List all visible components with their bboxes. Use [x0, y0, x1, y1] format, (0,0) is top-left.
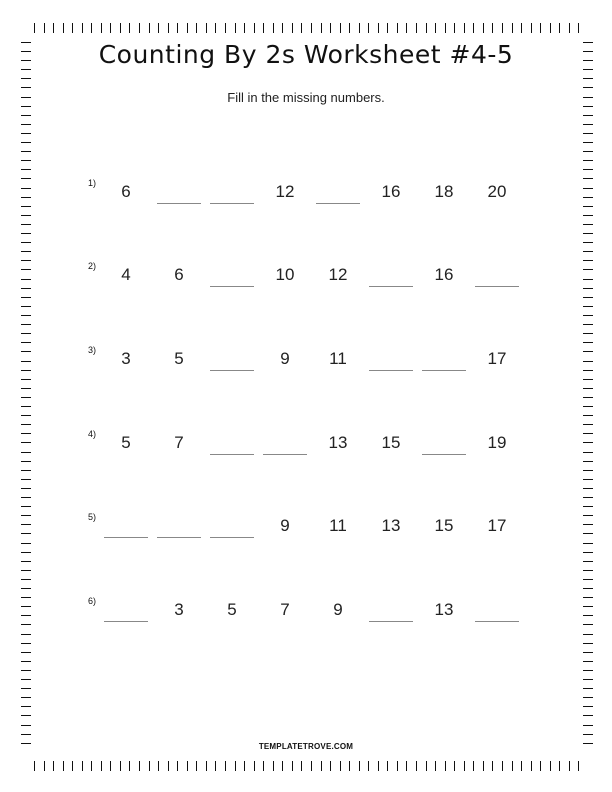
sequence-number: 3 — [121, 349, 131, 368]
border-tick — [583, 342, 593, 343]
sequence-number: 4 — [121, 265, 131, 284]
border-tick — [21, 688, 31, 689]
border-tick — [63, 23, 64, 33]
border-tick — [34, 761, 35, 771]
border-tick — [120, 23, 121, 33]
border-tick — [53, 23, 54, 33]
border-tick — [435, 23, 436, 33]
border-tick — [583, 415, 593, 416]
border-tick — [21, 251, 31, 252]
border-tick — [21, 706, 31, 707]
border-tick — [521, 23, 522, 33]
sequence-number: 15 — [381, 433, 401, 452]
border-tick — [583, 488, 593, 489]
sequence-number: 13 — [434, 600, 454, 619]
border-tick — [583, 479, 593, 480]
border-tick — [110, 23, 111, 33]
border-tick — [583, 315, 593, 316]
border-tick — [21, 424, 31, 425]
border-tick — [583, 588, 593, 589]
sequence-number: 6 — [121, 182, 131, 201]
border-tick — [445, 23, 446, 33]
sequence-number: 11 — [329, 516, 347, 535]
border-tick — [583, 388, 593, 389]
border-tick — [559, 23, 560, 33]
answer-blank[interactable] — [422, 454, 466, 455]
border-tick — [359, 761, 360, 771]
problem-row — [0, 345, 612, 385]
border-tick — [583, 87, 593, 88]
border-tick — [292, 23, 293, 33]
border-tick — [583, 497, 593, 498]
border-tick — [206, 23, 207, 33]
border-tick — [44, 23, 45, 33]
border-tick — [583, 734, 593, 735]
problem-number: 1) — [88, 178, 97, 188]
border-tick — [583, 725, 593, 726]
border-tick — [21, 506, 31, 507]
border-tick — [21, 652, 31, 653]
border-tick — [21, 561, 31, 562]
border-tick — [187, 23, 188, 33]
sequence-number: 19 — [487, 433, 507, 452]
border-tick — [397, 761, 398, 771]
border-tick — [512, 761, 513, 771]
border-tick — [416, 23, 417, 33]
border-tick — [583, 324, 593, 325]
border-tick — [368, 23, 369, 33]
border-tick — [550, 23, 551, 33]
border-tick — [578, 761, 579, 771]
border-tick — [550, 761, 551, 771]
border-tick — [263, 23, 264, 33]
border-tick — [225, 761, 226, 771]
border-tick — [301, 761, 302, 771]
answer-blank[interactable] — [422, 370, 466, 371]
border-tick — [21, 106, 31, 107]
sequence-number: 5 — [121, 433, 131, 452]
border-tick — [583, 652, 593, 653]
border-tick — [292, 761, 293, 771]
border-tick — [583, 679, 593, 680]
problem-number: 4) — [88, 429, 97, 439]
border-tick — [578, 23, 579, 33]
border-tick — [206, 761, 207, 771]
border-tick — [540, 761, 541, 771]
border-tick — [21, 734, 31, 735]
border-tick — [583, 151, 593, 152]
border-tick — [273, 761, 274, 771]
sequence-number: 13 — [328, 433, 348, 452]
answer-blank[interactable] — [210, 286, 254, 287]
sequence-number: 9 — [280, 516, 290, 535]
border-tick — [21, 397, 31, 398]
border-tick — [21, 315, 31, 316]
border-tick — [21, 69, 31, 70]
border-tick — [483, 761, 484, 771]
border-tick — [583, 697, 593, 698]
border-tick — [282, 761, 283, 771]
border-tick — [101, 23, 102, 33]
border-tick — [21, 78, 31, 79]
sequence-number: 11 — [329, 349, 347, 368]
border-tick — [215, 23, 216, 33]
border-tick — [368, 761, 369, 771]
sequence-number: 7 — [174, 433, 184, 452]
border-tick — [583, 561, 593, 562]
border-tick — [340, 23, 341, 33]
border-tick — [387, 761, 388, 771]
border-tick — [569, 23, 570, 33]
border-tick — [21, 87, 31, 88]
border-tick — [235, 23, 236, 33]
border-tick — [225, 23, 226, 33]
border-tick — [21, 488, 31, 489]
border-tick — [254, 761, 255, 771]
border-tick — [340, 761, 341, 771]
answer-blank[interactable] — [157, 537, 201, 538]
border-tick — [21, 715, 31, 716]
border-tick — [21, 342, 31, 343]
problem-number: 3) — [88, 345, 97, 355]
border-tick — [21, 661, 31, 662]
border-tick — [454, 23, 455, 33]
answer-blank[interactable] — [369, 286, 413, 287]
border-tick — [21, 224, 31, 225]
border-tick — [583, 643, 593, 644]
border-tick — [583, 715, 593, 716]
border-tick — [406, 761, 407, 771]
border-tick — [21, 479, 31, 480]
answer-blank[interactable] — [369, 370, 413, 371]
border-tick — [91, 761, 92, 771]
border-tick — [321, 761, 322, 771]
instructions: Fill in the missing numbers. — [227, 90, 385, 105]
sequence-number: 7 — [280, 600, 290, 619]
border-tick — [120, 761, 121, 771]
border-tick — [129, 761, 130, 771]
sequence-number: 12 — [328, 265, 348, 284]
border-tick — [583, 142, 593, 143]
answer-blank[interactable] — [210, 537, 254, 538]
answer-blank[interactable] — [210, 203, 254, 204]
border-tick — [72, 761, 73, 771]
sequence-number: 18 — [434, 182, 454, 201]
border-tick — [82, 761, 83, 771]
border-tick — [301, 23, 302, 33]
border-tick — [492, 761, 493, 771]
border-tick — [139, 761, 140, 771]
border-tick — [583, 706, 593, 707]
border-tick — [44, 761, 45, 771]
border-tick — [196, 23, 197, 33]
sequence-number: 17 — [487, 516, 507, 535]
border-tick — [101, 761, 102, 771]
border-tick — [21, 579, 31, 580]
answer-blank[interactable] — [475, 621, 519, 622]
border-tick — [21, 406, 31, 407]
border-tick — [321, 23, 322, 33]
sequence-number: 15 — [434, 516, 454, 535]
border-tick — [492, 23, 493, 33]
border-tick — [454, 761, 455, 771]
border-tick — [559, 761, 560, 771]
border-tick — [168, 761, 169, 771]
border-tick — [583, 333, 593, 334]
problem-row — [0, 512, 612, 552]
sequence-number: 16 — [434, 265, 454, 284]
border-tick — [21, 306, 31, 307]
answer-blank[interactable] — [475, 286, 519, 287]
border-tick — [349, 761, 350, 771]
border-tick — [21, 552, 31, 553]
border-tick — [158, 23, 159, 33]
border-tick — [583, 397, 593, 398]
border-tick — [540, 23, 541, 33]
border-tick — [82, 23, 83, 33]
border-tick — [583, 242, 593, 243]
problem-row — [0, 178, 612, 218]
border-tick — [569, 761, 570, 771]
border-tick — [21, 324, 31, 325]
border-tick — [21, 115, 31, 116]
border-tick — [21, 388, 31, 389]
border-tick — [378, 761, 379, 771]
border-tick — [91, 23, 92, 33]
border-tick — [426, 761, 427, 771]
border-tick — [583, 160, 593, 161]
answer-blank[interactable] — [210, 370, 254, 371]
border-tick — [583, 661, 593, 662]
border-tick — [473, 23, 474, 33]
border-tick — [426, 23, 427, 33]
answer-blank[interactable] — [157, 203, 201, 204]
border-tick — [583, 251, 593, 252]
border-tick — [330, 23, 331, 33]
border-tick — [53, 761, 54, 771]
border-tick — [502, 761, 503, 771]
border-tick — [583, 233, 593, 234]
border-tick — [21, 470, 31, 471]
border-tick — [311, 23, 312, 33]
sequence-number: 17 — [487, 349, 507, 368]
border-tick — [21, 697, 31, 698]
border-tick — [521, 761, 522, 771]
border-tick — [21, 233, 31, 234]
problem-row — [0, 429, 612, 469]
border-tick — [387, 23, 388, 33]
border-tick — [21, 670, 31, 671]
border-tick — [254, 23, 255, 33]
border-tick — [177, 761, 178, 771]
border-tick — [397, 23, 398, 33]
sequence-number: 12 — [275, 182, 295, 201]
border-tick — [531, 23, 532, 33]
border-tick — [21, 160, 31, 161]
border-tick — [63, 761, 64, 771]
border-tick — [473, 761, 474, 771]
sequence-number: 10 — [275, 265, 295, 284]
border-tick — [21, 588, 31, 589]
border-tick — [21, 142, 31, 143]
border-tick — [531, 761, 532, 771]
border-tick — [158, 761, 159, 771]
sequence-number: 20 — [487, 182, 507, 201]
border-tick — [583, 552, 593, 553]
border-tick — [34, 23, 35, 33]
border-tick — [21, 415, 31, 416]
border-tick — [349, 23, 350, 33]
answer-blank[interactable] — [369, 621, 413, 622]
sequence-number: 9 — [333, 600, 343, 619]
border-tick — [583, 69, 593, 70]
answer-blank[interactable] — [104, 621, 148, 622]
border-tick — [129, 23, 130, 33]
border-tick — [583, 115, 593, 116]
border-tick — [149, 23, 150, 33]
border-tick — [583, 688, 593, 689]
border-tick — [583, 124, 593, 125]
border-tick — [512, 23, 513, 33]
border-tick — [21, 643, 31, 644]
border-tick — [583, 78, 593, 79]
worksheet-title: Counting By 2s Worksheet #4-5 — [98, 40, 514, 69]
answer-blank[interactable] — [263, 454, 307, 455]
border-tick — [168, 23, 169, 33]
border-tick — [583, 506, 593, 507]
border-tick — [359, 23, 360, 33]
border-tick — [21, 151, 31, 152]
border-tick — [21, 133, 31, 134]
answer-blank[interactable] — [210, 454, 254, 455]
border-tick — [406, 23, 407, 33]
border-tick — [21, 725, 31, 726]
border-tick — [483, 23, 484, 33]
border-tick — [263, 761, 264, 771]
sequence-number: 16 — [381, 182, 401, 201]
border-tick — [583, 224, 593, 225]
border-tick — [583, 570, 593, 571]
sequence-number: 9 — [280, 349, 290, 368]
border-tick — [311, 761, 312, 771]
border-tick — [435, 761, 436, 771]
border-tick — [583, 424, 593, 425]
border-tick — [583, 670, 593, 671]
border-tick — [378, 23, 379, 33]
problem-number: 6) — [88, 596, 97, 606]
border-tick — [21, 333, 31, 334]
border-tick — [445, 761, 446, 771]
answer-blank[interactable] — [316, 203, 360, 204]
border-tick — [583, 169, 593, 170]
sequence-number: 3 — [174, 600, 184, 619]
border-tick — [583, 106, 593, 107]
border-tick — [139, 23, 140, 33]
sequence-number: 5 — [174, 349, 184, 368]
footer-brand: TEMPLATETROVE.COM — [258, 742, 354, 751]
border-tick — [282, 23, 283, 33]
border-tick — [21, 169, 31, 170]
border-tick — [21, 570, 31, 571]
problem-number: 2) — [88, 261, 97, 271]
border-tick — [502, 23, 503, 33]
problem-row — [0, 261, 612, 301]
border-tick — [21, 124, 31, 125]
border-tick — [177, 23, 178, 33]
problem-number: 5) — [88, 512, 97, 522]
border-tick — [464, 761, 465, 771]
border-tick — [244, 761, 245, 771]
border-tick — [72, 23, 73, 33]
border-tick — [21, 242, 31, 243]
sequence-number: 5 — [227, 600, 237, 619]
border-tick — [215, 761, 216, 771]
border-tick — [235, 761, 236, 771]
sequence-number: 6 — [174, 265, 184, 284]
border-tick — [273, 23, 274, 33]
border-tick — [21, 497, 31, 498]
sequence-number: 13 — [381, 516, 401, 535]
border-tick — [187, 761, 188, 771]
border-tick — [21, 679, 31, 680]
border-tick — [416, 761, 417, 771]
border-tick — [110, 761, 111, 771]
border-tick — [330, 761, 331, 771]
border-tick — [244, 23, 245, 33]
border-tick — [583, 470, 593, 471]
problem-row — [0, 596, 612, 636]
border-tick — [583, 579, 593, 580]
border-tick — [196, 761, 197, 771]
border-tick — [583, 306, 593, 307]
border-tick — [464, 23, 465, 33]
border-tick — [583, 133, 593, 134]
answer-blank[interactable] — [104, 537, 148, 538]
border-tick — [583, 406, 593, 407]
border-tick — [149, 761, 150, 771]
